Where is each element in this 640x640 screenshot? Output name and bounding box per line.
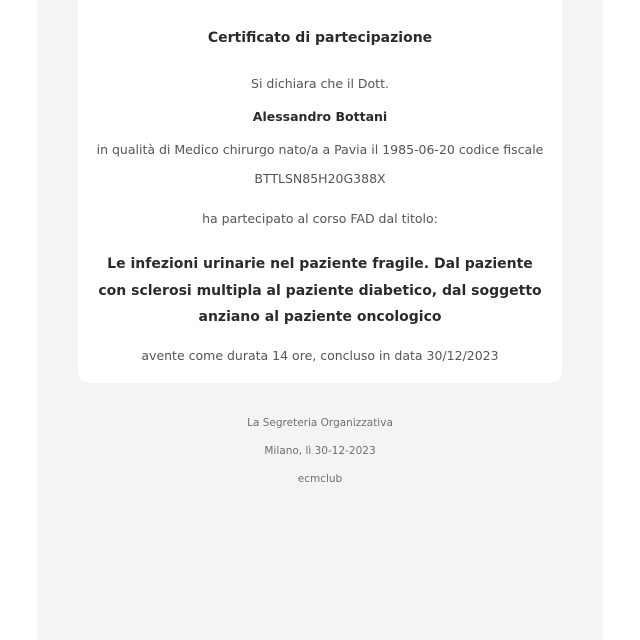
certificate-title: Certificato di partecipazione	[207, 30, 433, 46]
fiscal-code: BTTLSN85H20G388X	[254, 171, 386, 186]
course-title: Le infezioni urinarie nel paziente fragile. Dal paziente con sclerosi multipla al paziente diabetico, dal soggetto anziano al paziente oncologico	[98, 256, 542, 325]
duration-text: avente come durata 14 ore, concluso in data 30/12/2023	[141, 348, 499, 363]
qualification-text: in qualità di Medico chirurgo nato/a a Pavia il 1985-06-20 codice fiscale	[96, 142, 544, 157]
participant-name: Alessandro Bottani	[252, 109, 388, 124]
participation-text: ha partecipato al corso FAD dal titolo:	[202, 211, 438, 226]
declaration-text: Si dichiara che il Dott.	[251, 76, 389, 91]
footer-place-date: Milano, lì 30-12-2023	[264, 445, 376, 457]
certificate-card	[78, 0, 562, 383]
footer-brand: ecmclub	[297, 473, 343, 485]
footer-secretary: La Segreteria Organizzativa	[247, 417, 393, 429]
